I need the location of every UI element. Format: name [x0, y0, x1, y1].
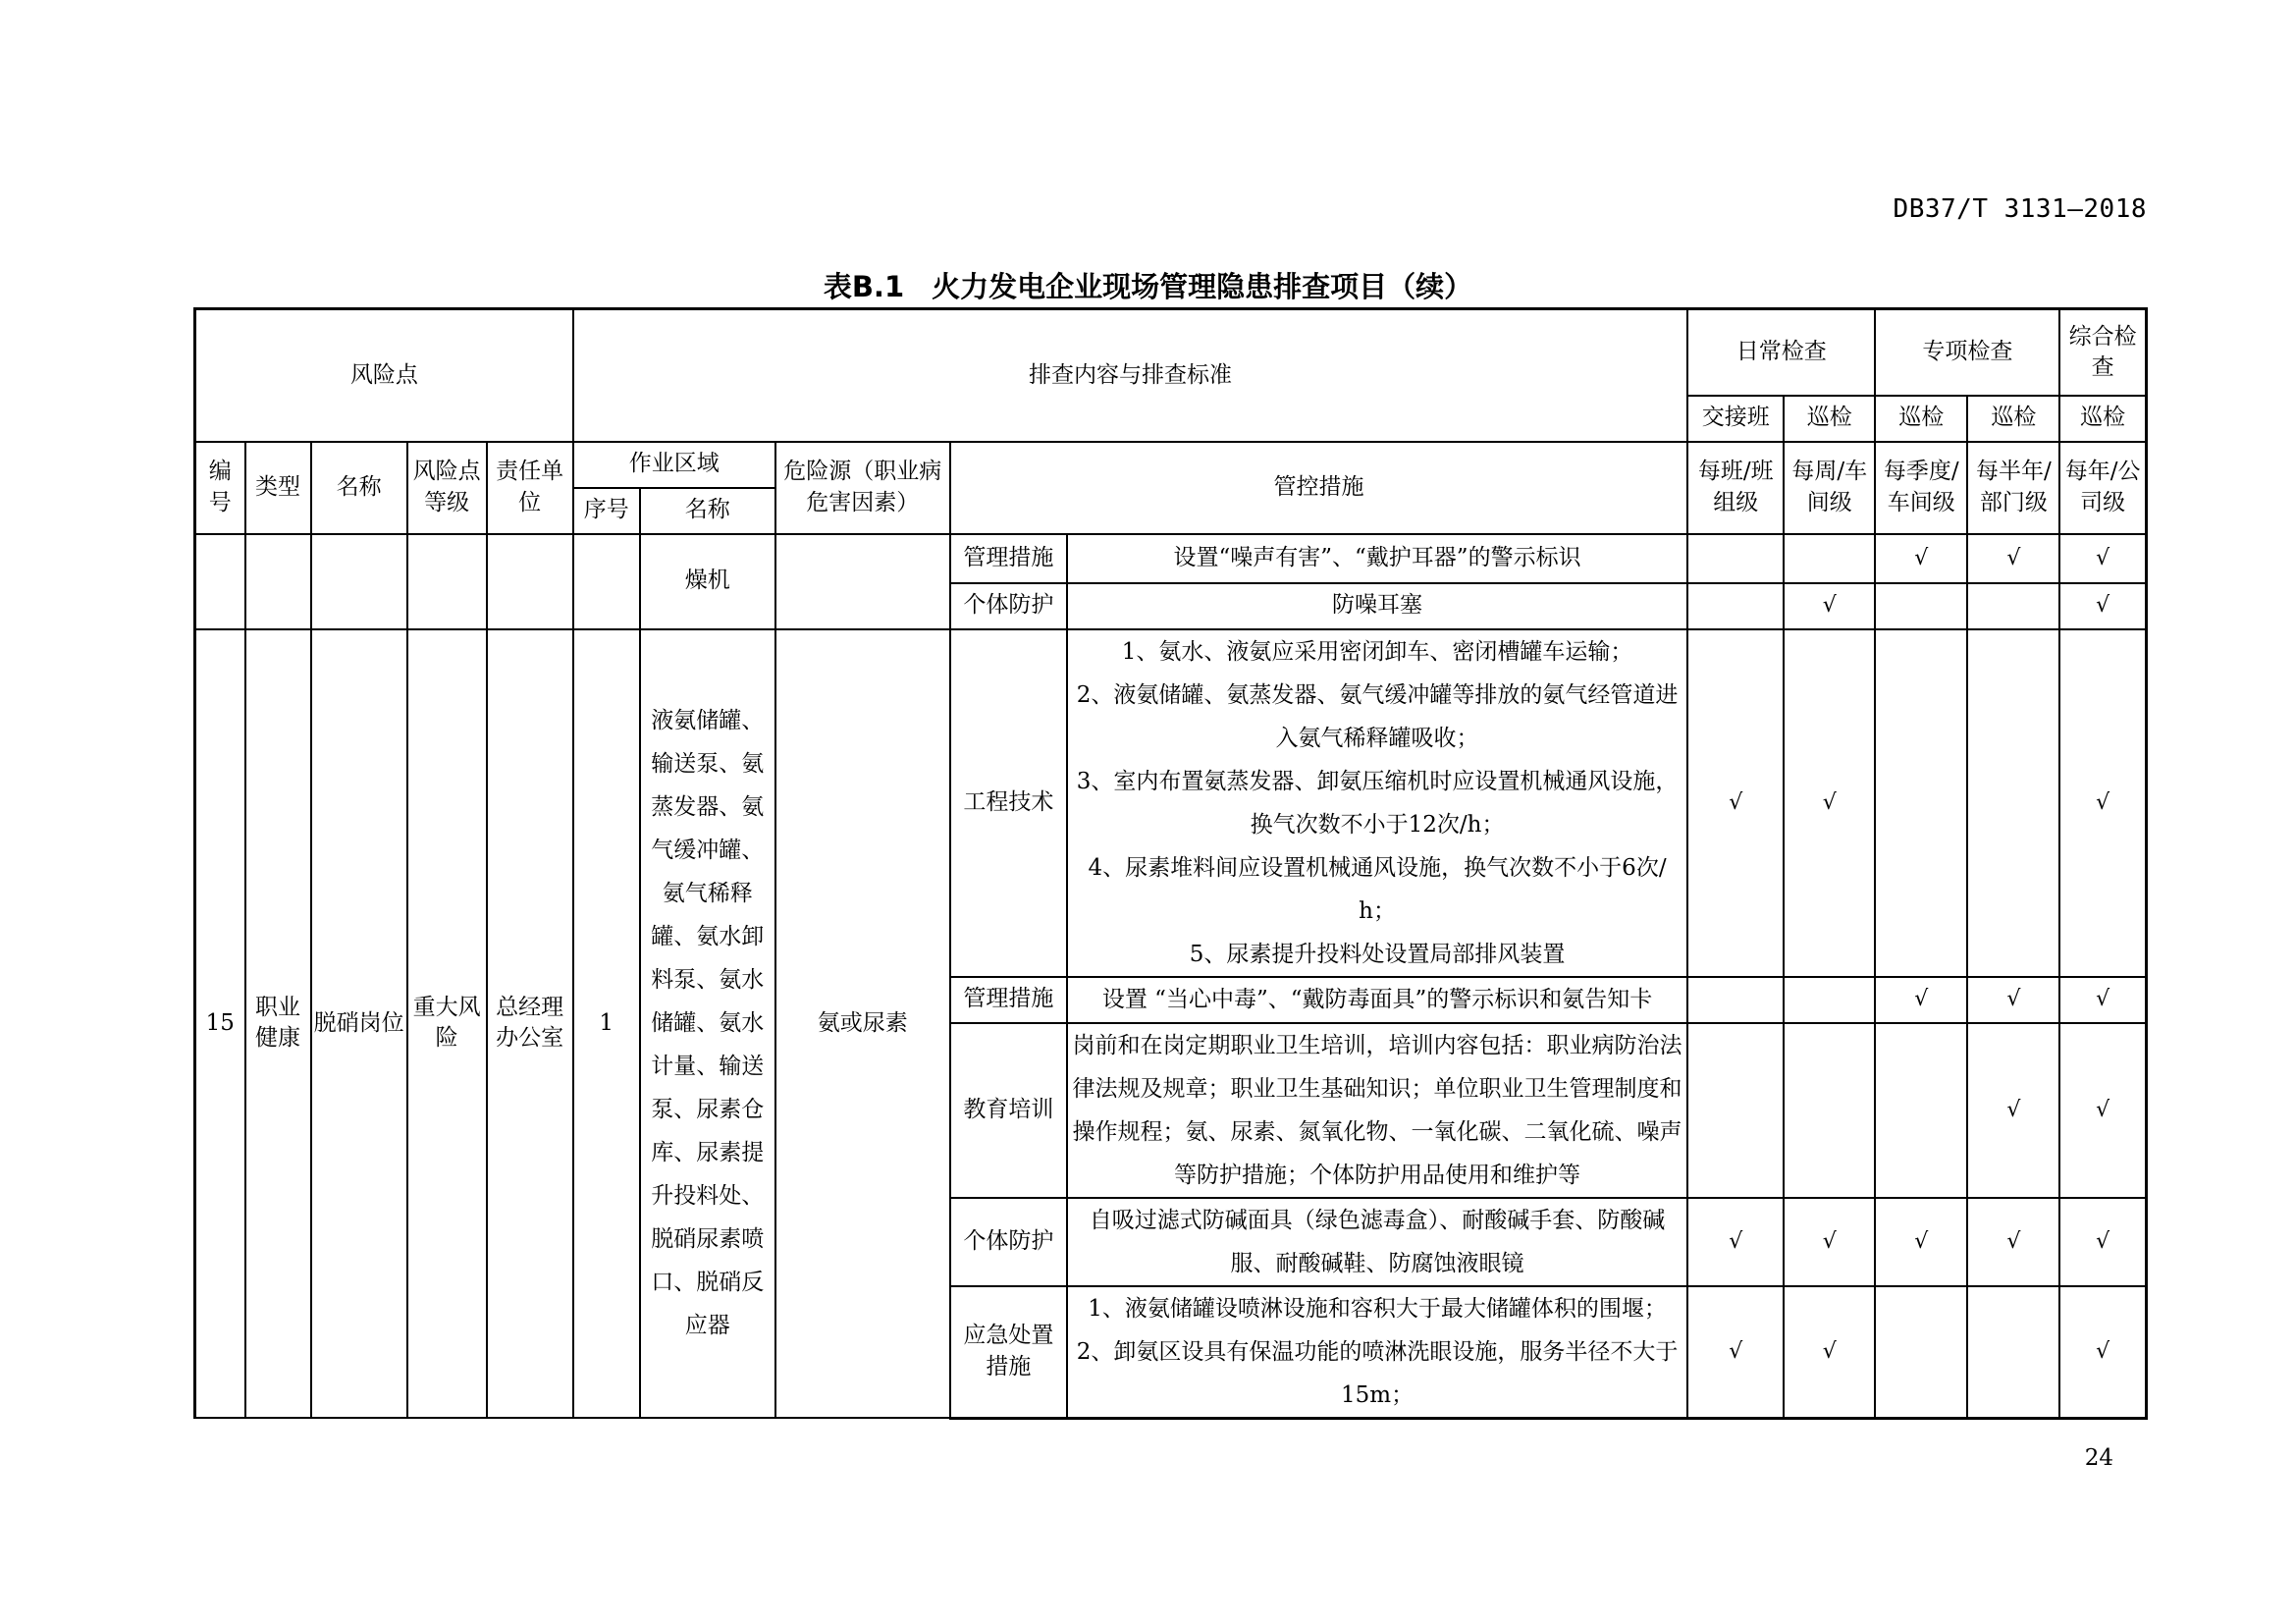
inspection-table — [193, 307, 2148, 1420]
measure-content — [1067, 1023, 1687, 1198]
measure-line: 4、尿素堆料间应设置机械通风设施，换气次数不小于6次/h； — [1088, 854, 1667, 924]
check-mark — [1687, 534, 1784, 583]
header-freq-year: 每年/公司级 — [2059, 442, 2146, 534]
header-area-name: 名称 — [640, 488, 775, 534]
header-patrol: 巡检 — [1875, 396, 1967, 442]
measure-line: 自吸过滤式防碱面具（绿色滤毒盒）、耐酸碱手套、防酸碱服、耐酸碱鞋、防腐蚀液眼镜 — [1089, 1207, 1666, 1276]
header-area-seq: 序号 — [573, 488, 640, 534]
table-caption: 火力发电企业现场管理隐患排查项目（续） — [932, 270, 1473, 303]
header-freq-week: 每周/车间级 — [1784, 442, 1875, 534]
header-daily-check: 日常检查 — [1687, 309, 1875, 396]
header-control-measures: 管控措施 — [950, 442, 1687, 534]
measure-content — [1067, 629, 1687, 977]
check-mark — [1967, 583, 2059, 629]
check-mark — [1687, 977, 1784, 1023]
check-mark: √ — [2059, 534, 2146, 583]
item-responsible-unit: 总经理办公室 — [487, 629, 573, 1419]
check-mark: √ — [2059, 629, 2146, 977]
check-mark — [1687, 583, 1784, 629]
measure-line: 2、卸氨区设具有保温功能的喷淋洗眼设施，服务半径不大于15m； — [1076, 1338, 1679, 1408]
check-mark — [1875, 1286, 1967, 1419]
measure-category: 工程技术 — [950, 629, 1067, 977]
item-id: 15 — [195, 629, 245, 1419]
check-mark: √ — [1967, 977, 2059, 1023]
item-type: 职业健康 — [245, 629, 311, 1419]
check-mark: √ — [1784, 1198, 1875, 1286]
measure-category: 教育培训 — [950, 1023, 1067, 1198]
item-area-name: 液氨储罐、输送泵、氨蒸发器、氨气缓冲罐、氨气稀释罐、氨水卸料泵、氨水储罐、氨水计量、输送泵、尿素仓库、尿素提升投料处、脱硝尿素喷口、脱硝反应器 — [640, 629, 775, 1419]
table-title — [0, 265, 2296, 305]
header-freq-shift: 每班/班组级 — [1687, 442, 1784, 534]
measure-content: 设置“噪声有害”、“戴护耳器”的警示标识 — [1067, 534, 1687, 583]
check-mark — [1875, 583, 1967, 629]
check-mark — [1967, 1286, 2059, 1419]
header-id: 编号 — [195, 442, 245, 534]
measure-line: 3、室内布置氨蒸发器、卸氨压缩机时应设置机械通风设施，换气次数不小于12次/h； — [1076, 768, 1679, 838]
check-mark: √ — [1687, 1286, 1784, 1419]
measure-category: 应急处置措施 — [950, 1286, 1067, 1419]
check-mark: √ — [2059, 583, 2146, 629]
check-mark — [1875, 1023, 1967, 1198]
header-row-3 — [195, 442, 2147, 488]
header-inspection-content: 排查内容与排查标准 — [573, 309, 1688, 442]
measure-content — [1067, 1286, 1687, 1419]
check-mark: √ — [1687, 629, 1784, 977]
check-mark — [1784, 534, 1875, 583]
header-patrol: 巡检 — [1784, 396, 1875, 442]
measure-content — [1067, 977, 1687, 1023]
header-patrol: 巡检 — [2059, 396, 2146, 442]
measure-category: 个体防护 — [950, 1198, 1067, 1286]
check-mark — [1967, 629, 2059, 977]
check-mark — [1784, 977, 1875, 1023]
check-mark: √ — [2059, 1286, 2146, 1419]
check-mark — [1875, 629, 1967, 977]
check-mark: √ — [1875, 977, 1967, 1023]
cont-risk-level-cell — [407, 534, 487, 629]
header-freq-quarter: 每季度/车间级 — [1875, 442, 1967, 534]
header-special-check: 专项检查 — [1875, 309, 2059, 396]
item-hazard: 氨或尿素 — [775, 629, 950, 1419]
measure-category: 管理措施 — [950, 977, 1067, 1023]
cont-hazard-cell — [775, 534, 950, 629]
header-work-area: 作业区域 — [573, 442, 775, 488]
cont-unit-cell — [487, 534, 573, 629]
cont-type-cell — [245, 534, 311, 629]
check-mark: √ — [1784, 583, 1875, 629]
header-row-1 — [195, 309, 2147, 396]
header-shift-handover: 交接班 — [1687, 396, 1784, 442]
table-row — [195, 629, 2147, 977]
header-type: 类型 — [245, 442, 311, 534]
check-mark: √ — [1687, 1198, 1784, 1286]
cont-area-seq-cell — [573, 534, 640, 629]
check-mark: √ — [2059, 1198, 2146, 1286]
cont-id-cell — [195, 534, 245, 629]
header-name: 名称 — [311, 442, 407, 534]
check-mark: √ — [1784, 1286, 1875, 1419]
cont-area-name: 燥机 — [640, 534, 775, 629]
item-area-seq: 1 — [573, 629, 640, 1419]
check-mark: √ — [2059, 1023, 2146, 1198]
item-risk-level: 重大风险 — [407, 629, 487, 1419]
header-patrol: 巡检 — [1967, 396, 2059, 442]
page-number: 24 — [2084, 1445, 2113, 1471]
check-mark: √ — [2059, 977, 2146, 1023]
measure-line: 设置 “当心中毒”、“戴防毒面具”的警示标识和氨告知卡 — [1101, 987, 1653, 1012]
check-mark: √ — [1784, 629, 1875, 977]
measure-content — [1067, 1198, 1687, 1286]
check-mark: √ — [1875, 1198, 1967, 1286]
measure-line: 岗前和在岗定期职业卫生培训，培训内容包括：职业病防治法律法规及规章；职业卫生基础知识；单位职业卫生管理制度和操作规程；氨、尿素、氮氧化物、一氧化碳、二氧化硫、噪声等防护措施；个体防护用品使用和维护等 — [1072, 1032, 1682, 1188]
measure-category: 个体防护 — [950, 583, 1067, 629]
cont-name-cell — [311, 534, 407, 629]
measure-line: 1、氨水、液氨应采用密闭卸车、密闭槽罐车运输； — [1121, 638, 1633, 665]
header-responsible-unit: 责任单位 — [487, 442, 573, 534]
measure-line: 1、液氨储罐设喷淋设施和容积大于最大储罐体积的围堰； — [1088, 1295, 1667, 1322]
measure-line: 5、尿素提升投料处设置局部排风装置 — [1189, 941, 1566, 967]
measure-line: 2、液氨储罐、氨蒸发器、氨气缓冲罐等排放的氨气经管道进入氨气稀释罐吸收； — [1076, 681, 1679, 751]
check-mark: √ — [1967, 1198, 2059, 1286]
check-mark — [1784, 1023, 1875, 1198]
table-number: 表B.1 — [823, 270, 905, 303]
header-risk-point: 风险点 — [195, 309, 573, 442]
check-mark — [1687, 1023, 1784, 1198]
item-name: 脱硝岗位 — [311, 629, 407, 1419]
document-code: DB37/T 3131—2018 — [1893, 194, 2147, 224]
measure-content: 防噪耳塞 — [1067, 583, 1687, 629]
measure-category: 管理措施 — [950, 534, 1067, 583]
header-freq-halfyear: 每半年/部门级 — [1967, 442, 2059, 534]
header-comprehensive-check: 综合检查 — [2059, 309, 2146, 396]
table-row — [195, 534, 2147, 583]
check-mark: √ — [1875, 534, 1967, 583]
header-hazard: 危险源（职业病危害因素） — [775, 442, 950, 534]
header-risk-level: 风险点等级 — [407, 442, 487, 534]
check-mark: √ — [1967, 534, 2059, 583]
check-mark: √ — [1967, 1023, 2059, 1198]
